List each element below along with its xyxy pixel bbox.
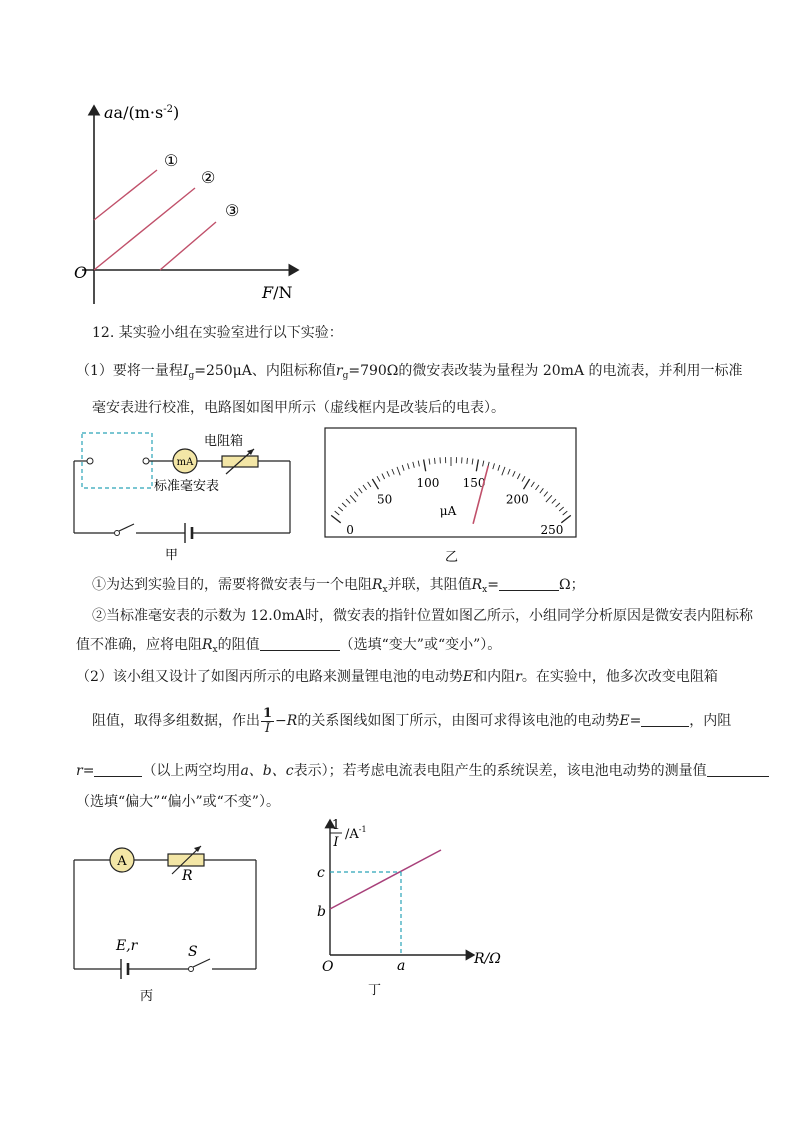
part2-line2-text-b: 的关系图线如图丁所示，由图可求得该电池的电动势 <box>297 713 620 729</box>
part1-line1 <box>76 361 743 386</box>
answer-blank-rx[interactable] <box>499 576 559 591</box>
q2-rx: R <box>202 637 213 653</box>
switch-pivot <box>115 531 120 536</box>
answer-blank-r[interactable] <box>94 762 142 777</box>
part2-e: E <box>462 669 474 685</box>
caption-jia: 甲 <box>165 548 179 563</box>
question-intro <box>92 323 343 343</box>
q2-line1: ②当标准毫安表的示数为 12.0mA时，微安表的指针位置如图乙所示，小组同学分析原因是微安表内阻标称 <box>92 608 754 624</box>
question-number: 12. <box>92 325 115 341</box>
question-intro-text: 某实验小组在实验室进行以下实验： <box>118 325 343 341</box>
rg-symbol: r <box>335 363 343 379</box>
q2-text-b: 的阻值 <box>217 637 260 653</box>
part2-line1 <box>76 667 718 687</box>
circuit-jia <box>68 425 300 565</box>
q1-rx: R <box>372 577 383 593</box>
answer-blank-change[interactable] <box>260 636 340 651</box>
circuit-bing <box>70 842 265 1007</box>
dial-label-100: 100 <box>416 476 440 491</box>
ding-y-label-unit: $/A^{-1}$ <box>345 825 367 842</box>
part2-line3 <box>76 761 769 781</box>
part2-text-a: （2）该小组又设计了如图丙所示的电路来测量锂电池的电动势 <box>76 669 463 685</box>
q2-line2 <box>76 635 501 660</box>
dial-unit: μA <box>439 504 457 518</box>
q1-eq: = <box>487 577 499 593</box>
part2-e2: E <box>619 713 630 729</box>
part2-line3-text-c: 表示）；若考虑电流表电阻产生的系统误差，该电池电动势的测量值 <box>293 763 707 779</box>
switch-blade-bing <box>193 959 210 967</box>
x-axis-label: F/N <box>262 283 293 302</box>
part2-line4: （选填“偏大”“偏小”或“不变”）。 <box>76 794 280 810</box>
dial-label-50: 50 <box>377 492 393 507</box>
part1-line2: 毫安表进行校准，电路图如图甲所示（虚线框内是改装后的电表）。 <box>92 400 505 416</box>
part2-dash: − <box>275 713 287 729</box>
microammeter-dial <box>324 427 578 567</box>
ig-sub: g <box>188 371 195 381</box>
ding-label-c: c <box>317 865 325 881</box>
ding-label-a: a <box>397 958 406 974</box>
part2-line2-text-c: ，内阻 <box>689 713 732 729</box>
resistor-box-label: 电阻箱 <box>204 434 244 449</box>
part2-line3-eq: = <box>82 763 95 779</box>
q1-text: ①为达到实验目的，需要将微安表与一个电阻 <box>92 577 372 593</box>
dial-label-250: 250 <box>540 523 564 538</box>
ding-line <box>330 850 441 909</box>
caption-bing: 丙 <box>140 989 154 1004</box>
dial-label-150: 150 <box>462 476 486 491</box>
q2-rx-sub: x <box>212 645 218 655</box>
dial-label-200: 200 <box>505 492 529 507</box>
answer-blank-measured[interactable] <box>707 762 769 777</box>
q1-unit: Ω； <box>558 577 585 593</box>
accel-force-graph <box>70 92 310 307</box>
dial-frame <box>325 428 576 537</box>
ding-x-label: R/Ω <box>474 951 501 967</box>
dial-label-0: 0 <box>346 523 354 538</box>
ding-origin: O <box>322 959 334 975</box>
dial-tick <box>467 458 468 464</box>
rg-sub: g <box>342 371 349 381</box>
switch-pivot-bing <box>189 967 194 972</box>
fraction-1-over-i <box>261 707 274 736</box>
caption-ding: 丁 <box>368 983 382 998</box>
q2-text-c: （选填“变大”或“变小”）。 <box>339 637 502 653</box>
line-label-2: ② <box>201 168 216 187</box>
rg-value: =790Ω的微安表改装为量程为 20mA 的电流表，并利用一标准 <box>348 363 743 379</box>
part2-line3-r: r <box>76 763 83 779</box>
part2-r: r <box>515 669 522 685</box>
line-2 <box>94 188 195 270</box>
ig-symbol: I <box>182 363 189 379</box>
line-1 <box>94 170 157 220</box>
ig-value: =250μA、内阻标称值 <box>194 363 336 379</box>
battery-label: E,r <box>116 938 138 954</box>
switch-label: S <box>188 944 198 960</box>
standard-meter-label: 标准毫安表 <box>154 479 220 494</box>
line-3 <box>160 222 216 270</box>
origin-label: O <box>74 263 88 282</box>
line-label-3: ③ <box>225 201 240 220</box>
part2-and: 和内阻 <box>473 669 516 685</box>
q2-text-a: 值不准确，应将电阻 <box>76 637 202 653</box>
graph-ding <box>308 812 518 1002</box>
caption-yi: 乙 <box>445 550 459 565</box>
q1-line <box>92 575 585 600</box>
ding-y-label-den: I <box>333 835 339 850</box>
q1-rx2-sub: x <box>482 585 488 595</box>
ammeter-label: A <box>117 854 127 869</box>
switch-blade <box>119 524 134 531</box>
frac-den: I <box>264 720 271 736</box>
ding-label-b: b <box>317 904 326 920</box>
line-label-1: ① <box>164 151 179 170</box>
resistor-label: R <box>182 868 193 884</box>
part1-text-a: （1）要将一量程 <box>76 363 183 379</box>
part2-eq: = <box>629 713 642 729</box>
dial-tick <box>435 458 436 464</box>
q1-text2: 并联，其阻值 <box>387 577 472 593</box>
frac-num: 1 <box>263 705 273 721</box>
ding-y-label-num: 1 <box>331 818 341 833</box>
part2-text-b: 。在实验中，他多次改变电阻箱 <box>521 669 718 685</box>
q1-rx2: R <box>471 577 483 593</box>
part2-R: R <box>286 713 298 729</box>
milliammeter-label: mA <box>176 457 194 468</box>
part2-line3-text-b: （以上两空均用 <box>142 763 241 779</box>
terminal-right <box>143 458 149 464</box>
part2-line2 <box>92 706 731 736</box>
y-axis-label: $aa/(m\cdot s^{-2})$ <box>104 103 180 122</box>
part2-line2-text-a: 阻值，取得多组数据，作出 <box>92 713 260 729</box>
part2-abc: a、b、c <box>240 763 294 779</box>
answer-blank-emf[interactable] <box>641 712 689 727</box>
terminal-left <box>87 458 93 464</box>
q1-rx-sub: x <box>382 585 388 595</box>
